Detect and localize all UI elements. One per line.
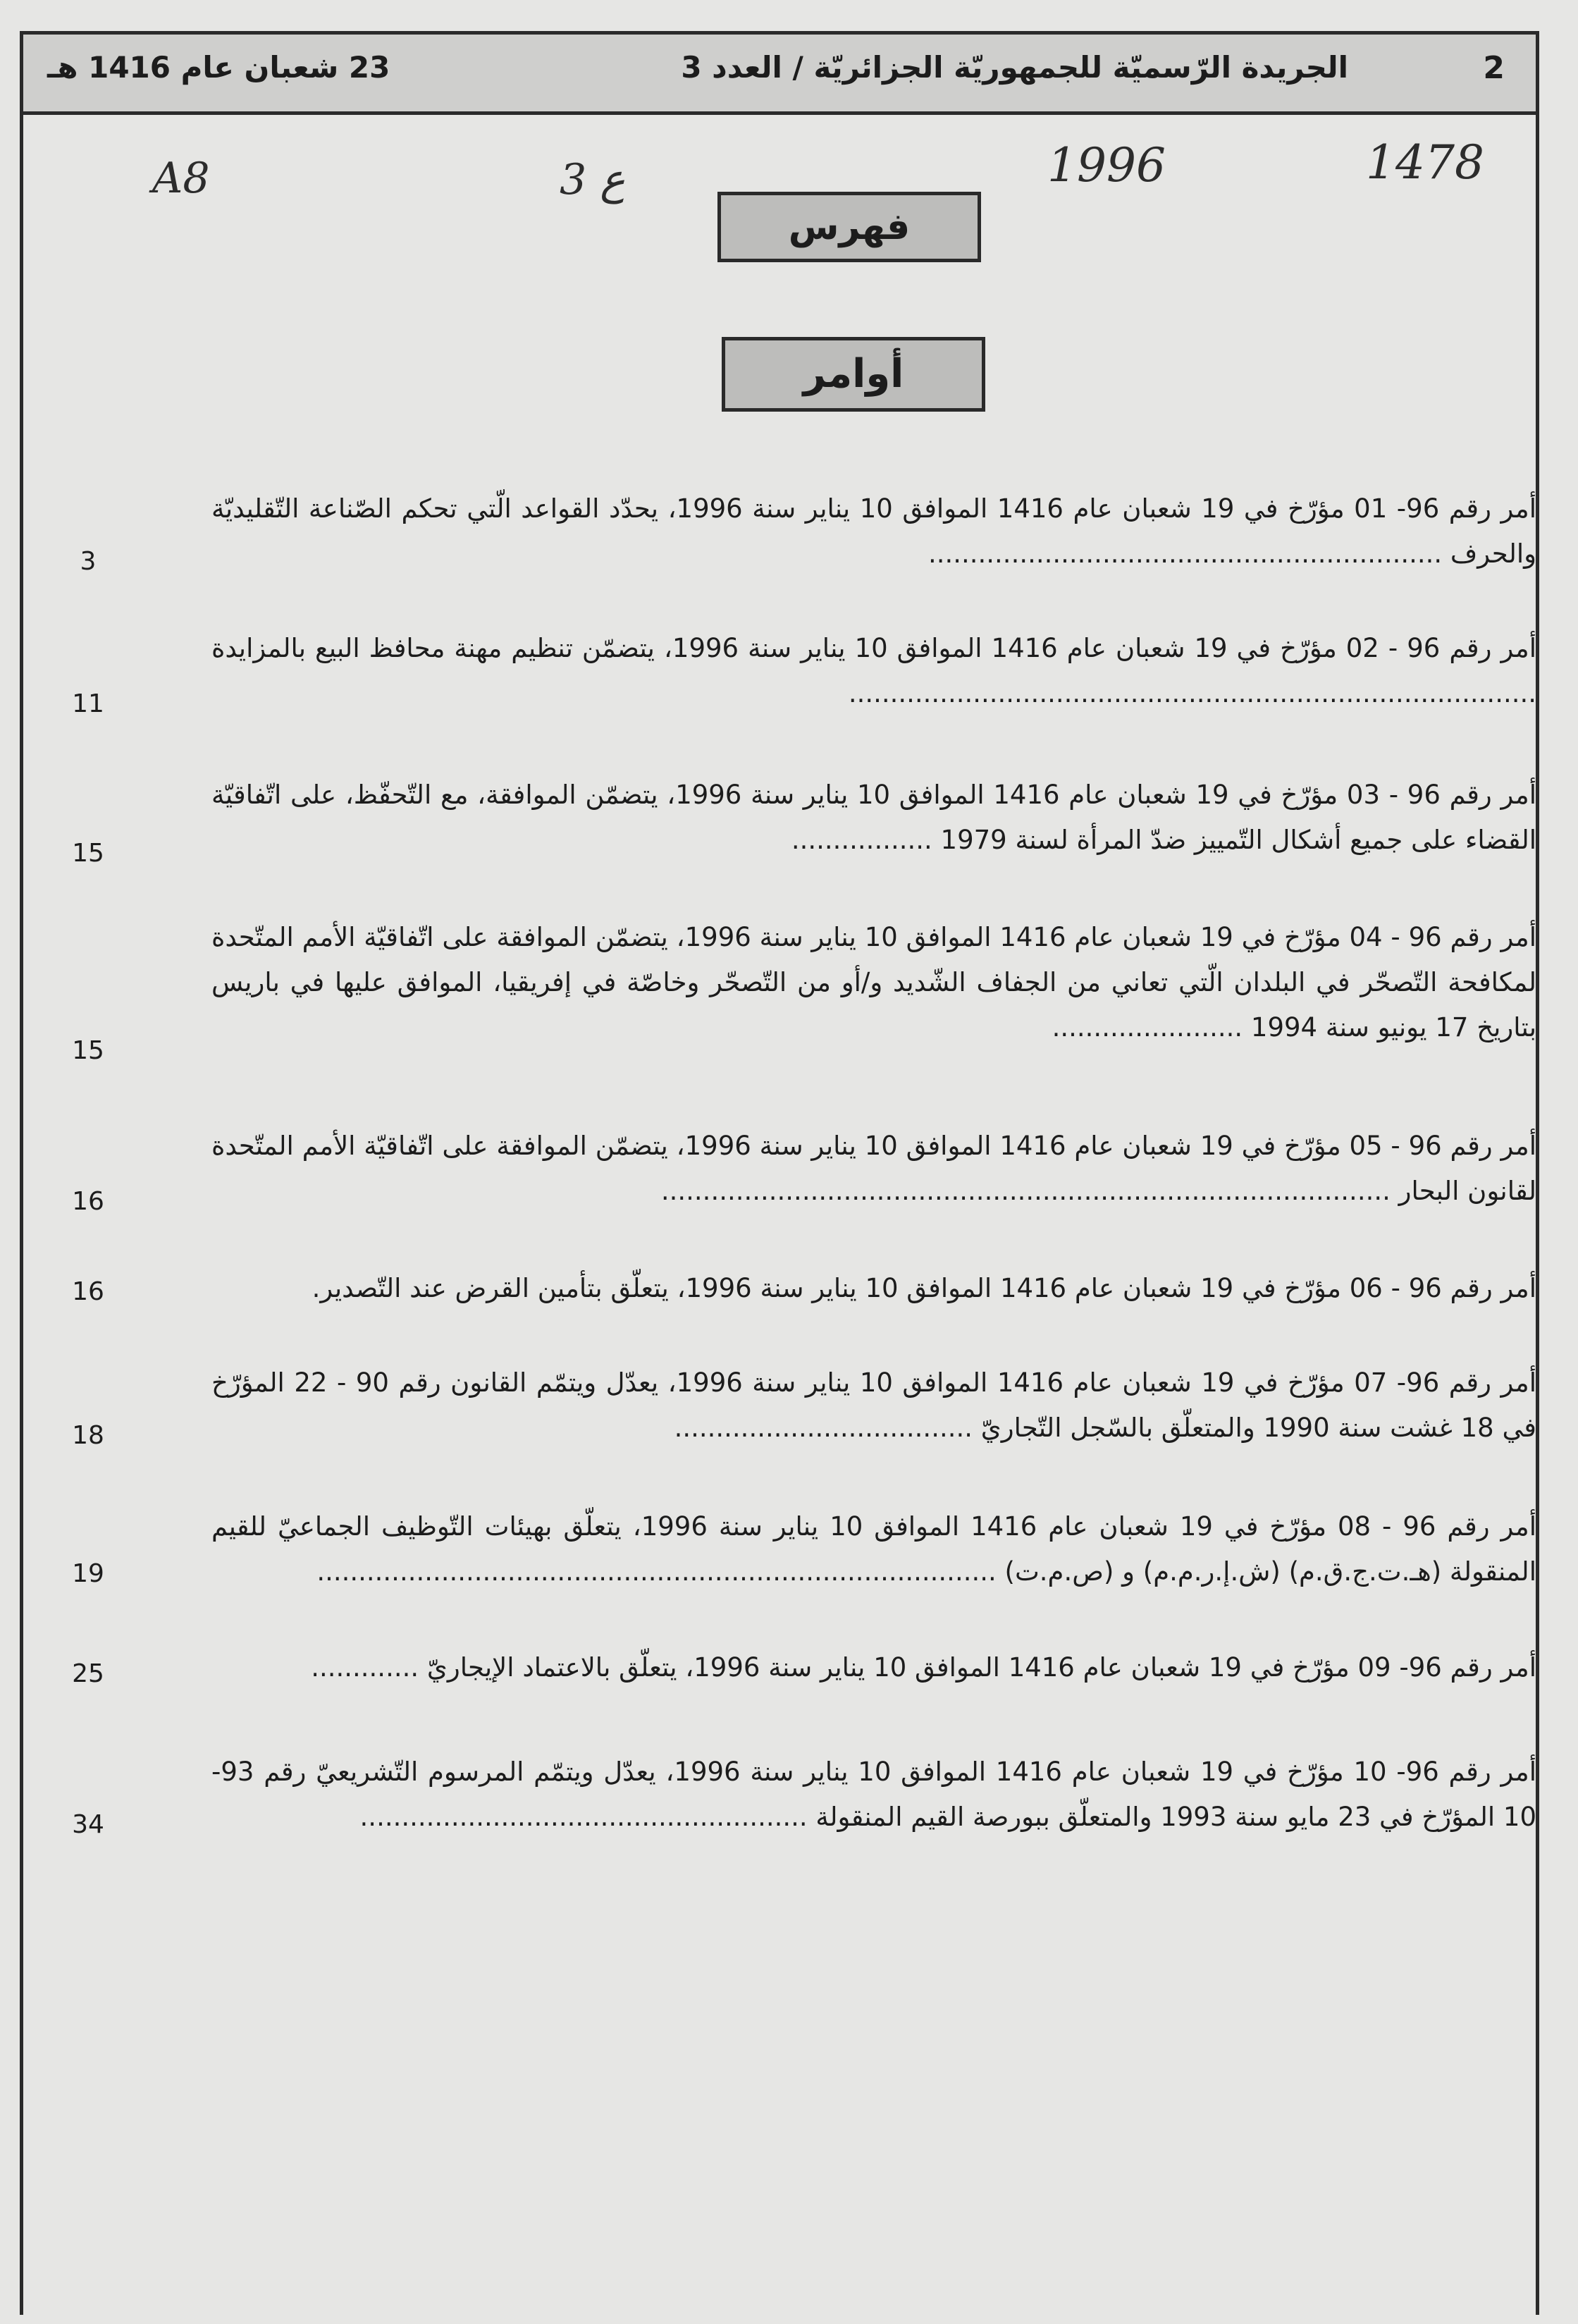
toc-entry-page: 15 xyxy=(72,839,104,868)
toc-entry-text: أمر رقم 96 - 08 مؤرّخ في 19 شعبان عام 1416 الموافق 10 يناير سنة 1996، يتعلّق بهيئات التّوظيف الجماعيّ للقيم المنقولة (هـ.ت.ج.ق.م) (ش.إ.ر.م.م) و (ص.م.ت) .................................................................................. xyxy=(211,1511,1537,1587)
index-heading: فهرس xyxy=(717,192,981,262)
toc-entry-page: 16 xyxy=(72,1187,104,1216)
toc-entry-text: أمر رقم 96 - 02 مؤرّخ في 19 شعبان عام 1416 الموافق 10 يناير سنة 1996، يتضمّن تنظيم مهنة محافظ البيع بالمزايدة ................................................................................... xyxy=(211,633,1537,708)
toc-entry-text: أمر رقم 96 - 05 مؤرّخ في 19 شعبان عام 1416 الموافق 10 يناير سنة 1996، يتضمّن الموافقة على اتّفاقيّة الأمم المتّحدة لقانون البحار ........................................................................................ xyxy=(211,1131,1536,1206)
toc-entry xyxy=(63,1504,1536,1610)
toc-entry-page: 3 xyxy=(80,547,97,576)
toc-entry xyxy=(63,486,1536,592)
toc-entry-page: 19 xyxy=(72,1559,104,1588)
orders-heading: أوامر xyxy=(722,337,985,412)
toc-entry xyxy=(63,626,1536,732)
toc-entry-page: 34 xyxy=(72,1810,104,1839)
toc-entry-page: 16 xyxy=(72,1277,104,1306)
header-date: 23 شعبان عام 1416 هـ xyxy=(47,50,390,85)
toc-entry-text: أمر رقم 96 - 04 مؤرّخ في 19 شعبان عام 1416 الموافق 10 يناير سنة 1996، يتضمّن الموافقة على اتّفاقيّة الأمم المتّحدة لمكافحة التّصحّر في البلدان الّتي تعاني من الجفاف الشّديد و/أو من التّصحّر وخاصّة في إفريقيا، الموافق عليها في باريس بتاريخ 17 يونيو سنة 1994 ....................... xyxy=(211,922,1536,1043)
toc-entry xyxy=(63,773,1536,878)
handwritten-year: 1996 xyxy=(1047,138,1166,192)
toc-entry xyxy=(63,1124,1536,1229)
toc-entry-text: أمر رقم 96- 10 مؤرّخ في 19 شعبان عام 1416 الموافق 10 يناير سنة 1996، يعدّل ويتمّم المرسوم التّشريعيّ رقم 93-10 المؤرّخ في 23 مايو سنة 1993 والمتعلّق ببورصة القيم المنقولة ...................................................... xyxy=(211,1757,1536,1832)
toc-entry-page: 11 xyxy=(72,689,104,718)
handwritten-number: 1478 xyxy=(1366,135,1484,190)
toc-entry-text: أمر رقم 96 - 06 مؤرّخ في 19 شعبان عام 1416 الموافق 10 يناير سنة 1996، يتعلّق بتأمين القرض عند التّصدير. xyxy=(312,1273,1536,1303)
header-page-number: 2 xyxy=(1483,50,1505,86)
toc-entry-text: أمر رقم 96- 07 مؤرّخ في 19 شعبان عام 1416 الموافق 10 يناير سنة 1996، يعدّل ويتمّم القانون رقم 90 - 22 المؤرّخ في 18 غشت سنة 1990 والمتعلّق بالسّجل التّجاريّ .................................... xyxy=(211,1367,1536,1443)
handwritten-mark: 3 ع xyxy=(560,155,626,204)
toc-entry-page: 15 xyxy=(72,1036,104,1065)
toc-entry-page: 25 xyxy=(72,1659,104,1688)
page-header xyxy=(23,35,1536,115)
header-title: الجريدة الرّسميّة للجمهوريّة الجزائريّة / العدد 3 xyxy=(681,50,1348,85)
toc-entry xyxy=(63,1360,1536,1466)
toc-entry xyxy=(63,1750,1536,1855)
toc-entry xyxy=(63,915,1536,1077)
toc-entry xyxy=(63,1266,1536,1322)
toc-entry-text: أمر رقم 96- 01 مؤرّخ في 19 شعبان عام 1416 الموافق 10 يناير سنة 1996، يحدّد القواعد الّتي تحكم الصّناعة التّقليديّة والحرف .............................................................. xyxy=(211,493,1536,569)
toc-entry-page: 18 xyxy=(72,1421,104,1450)
toc-entry-text: أمر رقم 96 - 03 مؤرّخ في 19 شعبان عام 1416 الموافق 10 يناير سنة 1996، يتضمّن الموافقة، مع التّحفّظ، على اتّفاقيّة القضاء على جميع أشكال التّمييز ضدّ المرأة لسنة 1979 ................. xyxy=(211,780,1537,855)
toc-entry xyxy=(63,1645,1536,1702)
frame-left-rule xyxy=(20,31,23,2315)
handwritten-mark: A8 xyxy=(152,154,210,203)
toc-entry-text: أمر رقم 96- 09 مؤرّخ في 19 شعبان عام 1416 الموافق 10 يناير سنة 1996، يتعلّق بالاعتماد الإيجاريّ ............. xyxy=(311,1652,1536,1683)
